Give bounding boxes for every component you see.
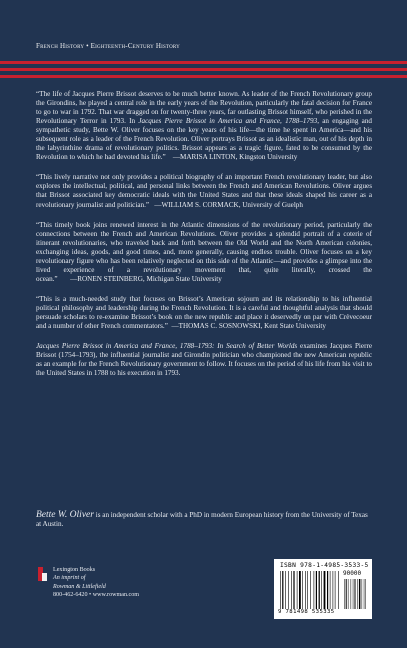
author-bio-text: is an independent scholar with a PhD in modern European history from the University of Texas at Austin. [36, 511, 368, 529]
publisher-logo-icon [38, 567, 47, 581]
review-section [36, 90, 372, 387]
review-2 [36, 173, 372, 209]
review-text: “This timely book joins renewed interest in the Atlantic dimensions of the revolutionary period, particularly the connections between the French and American Revolutions. Oliver provides a splendid portrait of a coterie of itinerant revolutionaries, who traveled back and forth between the Old World and the North American colonies, exchanging ideas, goods, and good times, and, more generally, causing endless trouble. Oliver focuses on a key revolutionary figure who has been relatively neglected on this side of the Atlantic—and provides a glimpse into the lived experience of a revolutionary movement that, quite literally, crossed the ocean.” [36, 220, 372, 283]
series-header: French History • Eighteenth-Century History [36, 42, 180, 50]
isbn-label: ISBN 978-1-4985-3533-5 [280, 562, 369, 569]
description-text: examines Jacques Pierre Brissot (1754–1793), the influential journalist and Girondin politician who championed the new American republic as an example for the French Revolutionary government to follow. It focuses on the period of his life from his visit to the United States in 1788 to his execution in 1793. [36, 342, 372, 378]
review-attribution: —WILLIAM S. CORMACK, University of Guelph [154, 200, 303, 209]
publisher-name: Lexington Books [53, 567, 96, 573]
barcode [274, 559, 372, 619]
red-stripe-middle [0, 68, 407, 71]
book-description [36, 342, 372, 378]
publisher-contact: 800-462-6420 • www.rowman.com [53, 592, 140, 599]
red-stripe-bottom [0, 75, 407, 78]
review-attribution: —RONEN STEINBERG, Michigan State University [70, 274, 222, 283]
review-book-title: Jacques Pierre Brissot in America and France, 1788–1793 [138, 117, 318, 126]
review-3 [36, 221, 372, 284]
review-text: “This is a much-needed study that focuses on Brissot’s American sojourn and its relationship to his influential political philosophy and leadership during the French Revolution. It is a careful and thoughtful analysis that should persuade scholars to re-examine Brissot’s book on the new republic and place it deservedly on par with Crèvecoeur and a number of other French commentators.” [36, 294, 372, 331]
author-bio [36, 511, 372, 529]
review-text: “This lively narrative not only provides a political biography of an important French revolutionary leader, but also explores the intellectual, political, and personal links between the French and American Revolutions. Oliver argues that Brissot associated key democratic ideals with the United States and that these ideals shaped his career as a revolutionary journalist and politician.” [36, 173, 372, 209]
review-4 [36, 295, 372, 331]
author-name: Bette W. Oliver [36, 510, 94, 520]
red-stripe-top [0, 61, 407, 64]
price-code: 90000 [343, 570, 362, 577]
review-text-continued: , an engaging and sympathetic study, Bette W. Oliver focuses on the key years of his life—the time he spent in America—and his subsequent role as a leader of the French Revolution. Oliver portrays Brissot as an idealistic man, out of his depth in the labyrinthine drama of revolutionary politics. Brissot appears as a tragic figure, fated to be consumed by the Revolution to which he had devoted his life.” [36, 117, 372, 162]
review-text: “The life of Jacques Pierre Brissot deserves to be much better known. As leader of the French Revolutionary group the Girondins, he played a central role in the early years of the Revolution, particularly the fatal decision for France to go to war in 1792. That war dragged on for twenty-three years, far outlasting Brissot himself, who perished in the Revolutionary Terror in 1793. In [36, 90, 372, 126]
review-1 [36, 90, 372, 162]
publisher-block [38, 566, 158, 600]
publisher-parent: Rowman & Littlefield [53, 583, 106, 590]
book-title: Jacques Pierre Brissot in America and France, 1788–1793: In Search of Better Worlds [36, 342, 298, 351]
review-attribution: —MARISA LINTON, Kingston University [172, 153, 298, 162]
review-attribution: —THOMAS C. SOSNOWSKI, Kent State University [171, 322, 326, 331]
barcode-digits: 9 781498 535335 [278, 609, 335, 615]
publisher-info [53, 566, 139, 600]
publisher-imprint-line: An imprint of [53, 575, 86, 582]
